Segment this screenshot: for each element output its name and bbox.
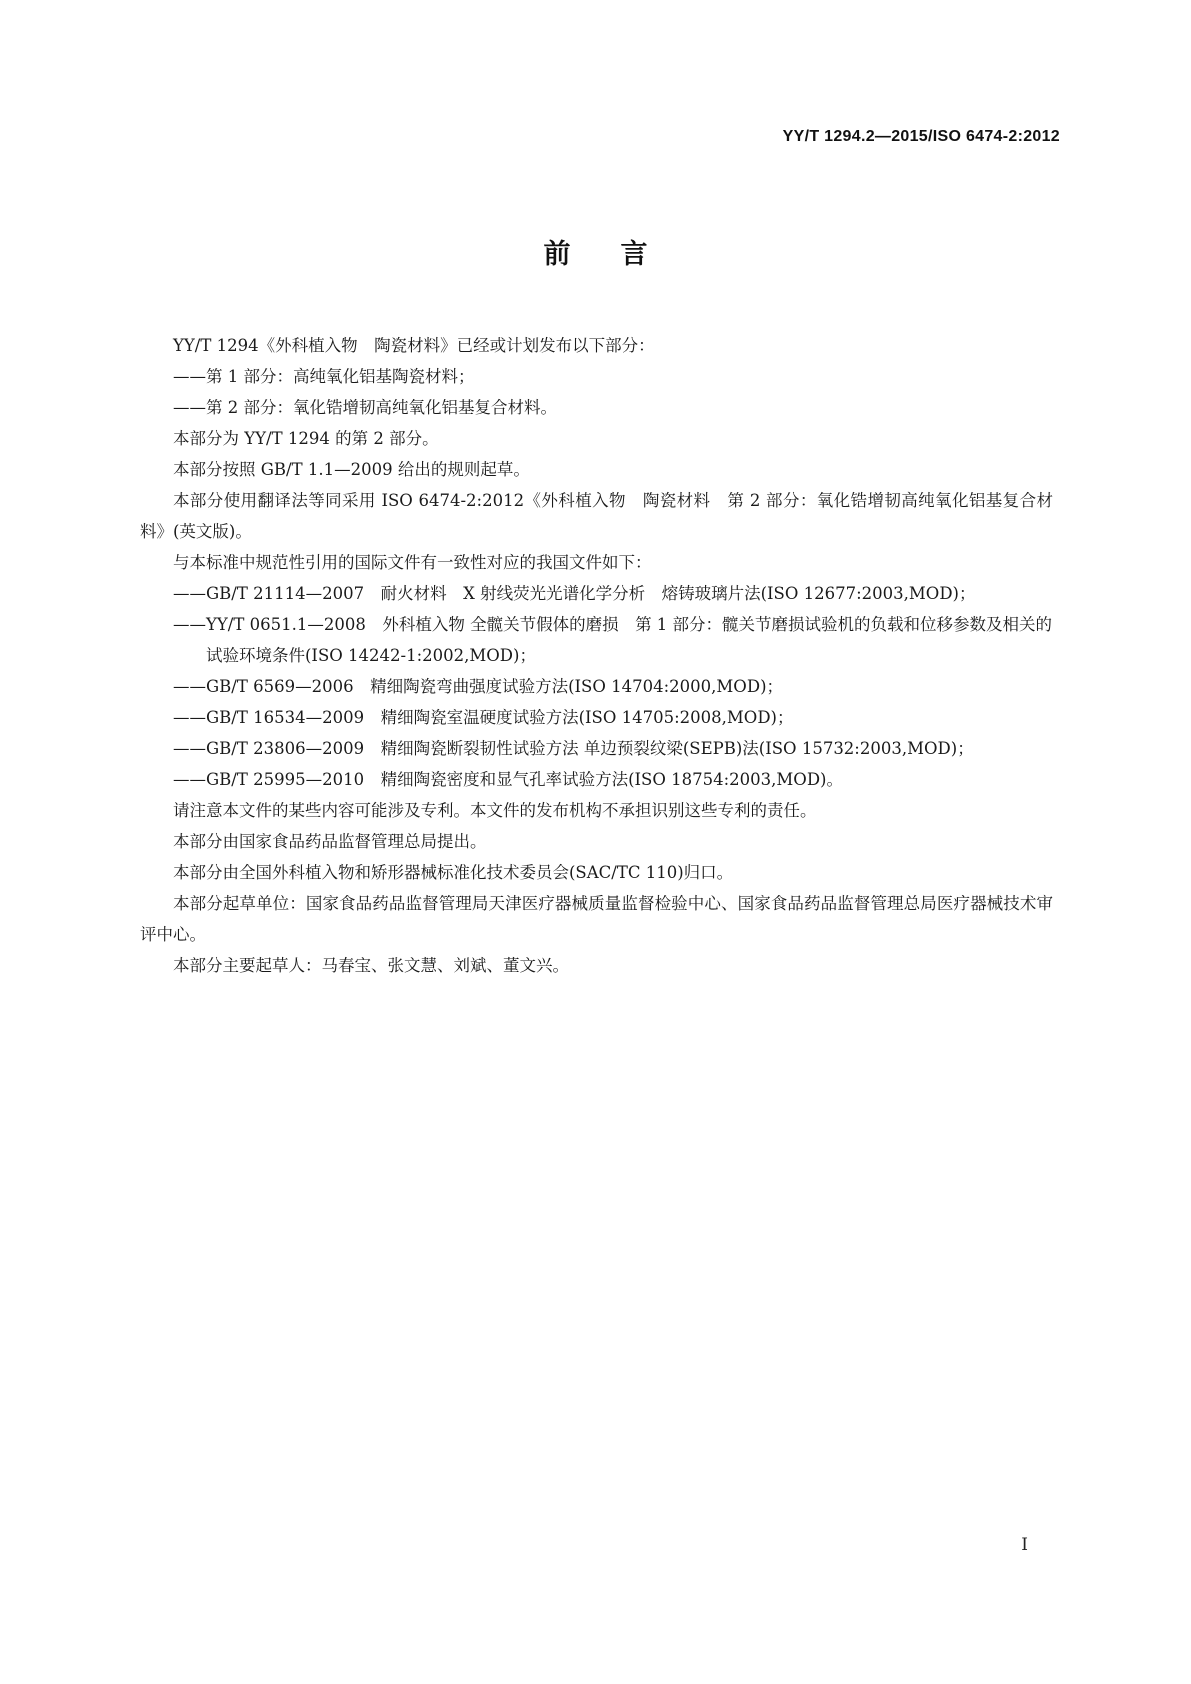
paragraph-drafters: 本部分主要起草人：马春宝、张文慧、刘斌、董文兴。	[173, 956, 569, 975]
paragraph-patent-notice: 请注意本文件的某些内容可能涉及专利。本文件的发布机构不承担识别这些专利的责任。	[173, 801, 817, 820]
reference-item-4: ——GB/T 16534—2009 精细陶瓷室温硬度试验方法(ISO 14705:2008,MOD)；	[173, 708, 794, 727]
paragraph-series-intro: YY/T 1294《外科植入物 陶瓷材料》已经或计划发布以下部分：	[173, 336, 655, 355]
standard-code-header: YY/T 1294.2—2015/ISO 6474-2:2012	[782, 128, 1060, 145]
page-number: I	[1021, 1535, 1028, 1555]
list-item-part1: ——第 1 部分：高纯氧化铝基陶瓷材料；	[173, 367, 475, 386]
reference-item-3: ——GB/T 6569—2006 精细陶瓷弯曲强度试验方法(ISO 14704:2000,MOD)；	[173, 677, 784, 696]
reference-item-5: ——GB/T 23806—2009 精细陶瓷断裂韧性试验方法 单边预裂纹梁(SEPB)法(ISO 15732:2003,MOD)；	[173, 739, 974, 758]
list-item-part2: ——第 2 部分：氧化锆增韧高纯氧化铝基复合材料。	[173, 398, 557, 417]
paragraph-reference-intro: 与本标准中规范性引用的国际文件有一致性对应的我国文件如下：	[173, 553, 652, 572]
paragraph-drafting-rules: 本部分按照 GB/T 1.1—2009 给出的规则起草。	[173, 460, 530, 479]
page-title: 前言	[543, 239, 698, 270]
paragraph-part-statement: 本部分为 YY/T 1294 的第 2 部分。	[173, 429, 439, 448]
paragraph-proposer: 本部分由国家食品药品监督管理总局提出。	[173, 832, 487, 851]
paragraph-drafting-units: 本部分起草单位：国家食品药品监督管理局天津医疗器械质量监督检验中心、国家食品药品监督管理总局医疗器械技术审评中心。	[140, 894, 1053, 944]
reference-item-1: ——GB/T 21114—2007 耐火材料 X 射线荧光光谱化学分析 熔铸玻璃片法(ISO 12677:2003,MOD)；	[173, 584, 976, 603]
paragraph-translation-method: 本部分使用翻译法等同采用 ISO 6474-2:2012《外科植入物 陶瓷材料 第 2 部分：氧化锆增韧高纯氧化铝基复合材料》(英文版)。	[140, 491, 1053, 541]
paragraph-committee: 本部分由全国外科植入物和矫形器械标准化技术委员会(SAC/TC 110)归口。	[173, 863, 734, 882]
reference-item-6: ——GB/T 25995—2010 精细陶瓷密度和显气孔率试验方法(ISO 18754:2003,MOD)。	[173, 770, 843, 789]
reference-item-2: ——YY/T 0651.1—2008 外科植入物 全髋关节假体的磨损 第 1 部分：髋关节磨损试验机的负载和位移参数及相关的试验环境条件(ISO 14242-1:2002,MOD)；	[173, 615, 1053, 665]
foreword-body	[140, 330, 1053, 981]
